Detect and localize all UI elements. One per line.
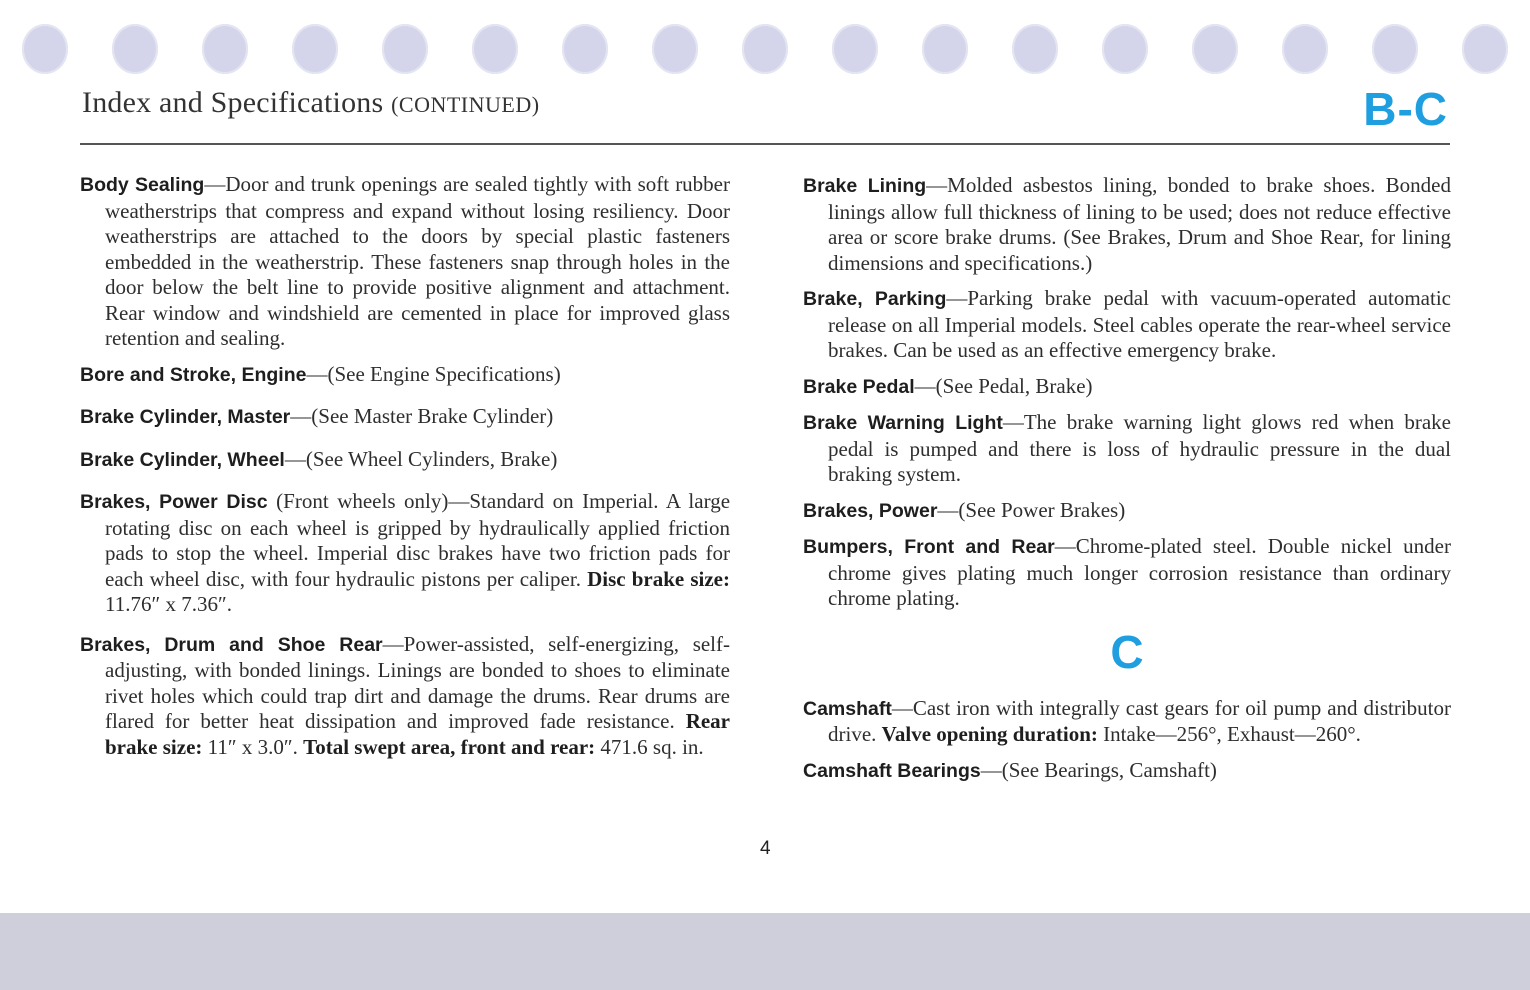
entry-text: —The brake warning light glows red when brake pedal is pumped and there is loss of hydraulic pressure in the dual braking system.	[828, 410, 1451, 486]
entry-brake-cylinder-master	[80, 404, 730, 431]
binder-hole	[1462, 24, 1508, 74]
page-title-text: Index and Specifications	[82, 86, 384, 119]
entry-bold-label: Valve opening duration:	[881, 722, 1098, 746]
binder-hole	[112, 24, 158, 74]
entry-term: Bumpers, Front and Rear	[803, 536, 1055, 558]
entry-text-mid: 11″ x 3.0″.	[202, 734, 304, 759]
page-number: 4	[760, 838, 771, 859]
right-column	[803, 173, 1451, 794]
binder-hole	[922, 24, 968, 74]
entry-text: —(See Wheel Cylinders, Brake)	[284, 446, 558, 471]
binder-hole	[1102, 24, 1148, 74]
entry-text: —(See Power Brakes)	[937, 497, 1126, 522]
entry-term: Brakes, Power Disc	[80, 491, 268, 513]
entry-term: Body Sealing	[80, 174, 205, 196]
binder-hole	[832, 24, 878, 74]
entry-bumpers	[803, 534, 1451, 612]
entry-bold-label: Disc brake size:	[587, 566, 730, 591]
continued-label: (CONTINUED)	[391, 92, 540, 117]
entry-text: —Molded asbestos lining, bonded to brake shoes. Bonded linings allow full thickness of lining to be used; does not reduce effective area or score brake drums. (See Brakes, Drum and Shoe Rear, for lining dimensions and specifications.)	[828, 173, 1451, 275]
binder-hole	[472, 24, 518, 74]
entry-text: —(See Bearings, Camshaft)	[980, 757, 1217, 782]
entry-brake-parking	[803, 286, 1451, 364]
entry-text-tail: Intake—256°, Exhaust—260°.	[1097, 722, 1361, 746]
entry-text: (Front wheels only)—Standard on Imperial. A large rotating disc on each wheel is gripped by hydraulically applied friction pads to stop the wheel. Imperial disc brakes have two friction pads for each wheel disc, with four hydraulic pistons per caliper.	[105, 489, 731, 591]
entry-brake-lining	[803, 173, 1451, 276]
entry-term: Brake, Parking	[803, 288, 947, 310]
entry-term: Brake Pedal	[803, 375, 915, 398]
entry-text: —Parking brake pedal with vacuum-operated automatic release on all Imperial models. Steel cables operate the rear-wheel service brakes. Can be used as an effective emergency brake.	[828, 286, 1451, 362]
header-divider	[80, 143, 1450, 145]
entry-text: —Door and trunk openings are sealed tightly with soft rubber weatherstrips that compress and expand without losing resiliency. Door weatherstrips are attached to the doors by special plastic fasteners embedded in the weatherstrip. These fasteners snap through holes in the door below the belt line to provide positive alignment and attachment. Rear window and windshield are cemented in place for improved glass retention and sealing.	[105, 172, 730, 350]
binder-holes	[0, 24, 1530, 80]
entry-bore-and-stroke	[80, 362, 730, 389]
left-column	[80, 172, 730, 770]
entry-term: Camshaft	[803, 697, 892, 720]
binder-hole	[292, 24, 338, 74]
entry-bold-label-2: Total swept area, front and rear:	[303, 734, 596, 759]
entry-brake-warning-light	[803, 410, 1451, 488]
binder-hole	[382, 24, 428, 74]
entry-brake-cylinder-wheel	[80, 447, 730, 474]
binder-hole	[652, 24, 698, 74]
section-tag: B-C	[1363, 83, 1448, 135]
entry-text: —(See Engine Specifications)	[306, 361, 561, 386]
entry-term: Brake Cylinder, Wheel	[80, 448, 285, 471]
entry-term: Brake Cylinder, Master	[80, 406, 291, 428]
entry-term: Bore and Stroke, Engine	[80, 363, 307, 386]
entry-brakes-power	[803, 498, 1451, 525]
entry-text-tail: 471.6 sq. in.	[595, 734, 704, 759]
entry-camshaft	[803, 696, 1451, 748]
entry-brakes-power-disc	[80, 489, 730, 618]
scan-bottom-band	[0, 913, 1530, 990]
page-title	[82, 86, 540, 120]
entry-term: Brakes, Drum and Shoe Rear	[80, 633, 383, 656]
entry-camshaft-bearings	[803, 758, 1451, 785]
binder-hole	[202, 24, 248, 74]
entry-brake-pedal	[803, 374, 1451, 401]
entry-text: —(See Pedal, Brake)	[914, 373, 1093, 398]
entry-bold-label: Rear brake size:	[105, 709, 730, 759]
section-letter-c: C	[1110, 625, 1144, 678]
entry-text: —Chrome-plated steel. Double nickel under chrome gives plating much longer corrosion resistance than ordinary chrome plating.	[828, 534, 1451, 610]
binder-hole	[1012, 24, 1058, 74]
binder-hole	[562, 24, 608, 74]
entry-term: Brake Lining	[803, 175, 927, 197]
entry-term: Brake Warning Light	[803, 412, 1003, 434]
binder-hole	[1372, 24, 1418, 74]
binder-hole	[1192, 24, 1238, 74]
binder-hole	[1282, 24, 1328, 74]
binder-hole	[742, 24, 788, 74]
entry-text: —Cast iron with integrally cast gears for oil pump and distributor drive.	[828, 695, 1451, 746]
entry-text: —(See Master Brake Cylinder)	[290, 404, 554, 428]
entry-body-sealing	[80, 172, 730, 352]
entry-text-tail: 11.76″ x 7.36″.	[105, 592, 232, 616]
entry-term: Brakes, Power	[803, 499, 938, 522]
entry-text: —Power-assisted, self-energizing, self-adjusting, with bonded linings. Linings are bonded to shoes to eliminate rivet holes which could trap dirt and damage the drums. Rear drums are flared for better heat dissipation and improved fade resistance.	[105, 631, 731, 733]
entry-brakes-drum-and-shoe-rear	[80, 632, 730, 761]
entry-term: Camshaft Bearings	[803, 759, 981, 782]
binder-hole	[22, 24, 68, 74]
